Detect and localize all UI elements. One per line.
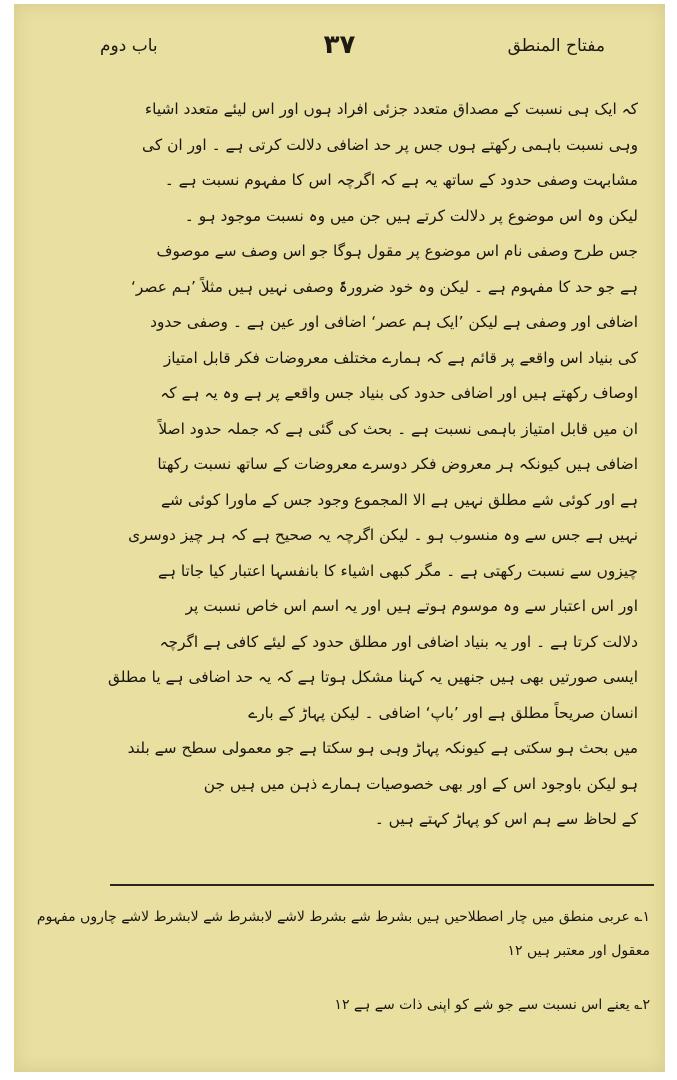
footnote-line: ۱؎ عربی منطق میں چار اصطلاحیں ہیں بشرط شے بشرط لاشے لابشرط شے لابشرط لاشے چاروں مفہوم [36, 909, 650, 925]
text-line: وہی نسبت باہمی رکھتے ہوں جس پر حد اضافی دلالت کرتی ہے ۔ اور ان کی [142, 135, 638, 154]
text-line: اور اس اعتبار سے وہ موسوم ہوتے ہیں اور یہ اسم اس خاص نسبت پر [185, 597, 638, 615]
text-line: مشابہت وصفی حدود کے ساتھ یہ ہے کہ اگرچہ اس کا مفہوم نسبت ہے ۔ [164, 171, 638, 189]
page-number: ۳۷ [323, 30, 356, 60]
text-line: ہو لیکن باوجود اس کے اور بھی خصوصیات ہمارے ذہن میں ہیں جن [203, 774, 638, 793]
footnotes [36, 900, 650, 1022]
footnote-line: ۲؎ یعنے اس نسبت سے جو شے کو اپنی ذات سے ہے ۱۲ [334, 997, 650, 1013]
text-line: جس طرح وصفی نام اس موضوع پر مقول ہوگا جو اس وصف سے موصوف [156, 242, 638, 260]
text-line: ایسی صورتیں بھی ہیں جنھیں یہ کہنا مشکل ہوتا ہے کہ یہ حد اضافی ہے یا مطلق [107, 668, 638, 686]
text-line: انسان صریحاً مطلق ہے اور ’باپ‘ اضافی ۔ لیکن پہاڑ کے بارے [248, 703, 638, 722]
running-title: مفتاح المنطق [507, 36, 605, 56]
text-line: چیزوں سے نسبت رکھتی ہے ۔ مگر کبھی اشیاء کا بانفسہا اعتبار کیا جاتا ہے [157, 561, 638, 580]
page-header [14, 30, 665, 70]
text-line: لیکن وہ اس موضوع پر دلالت کرتے ہیں جن میں وہ نسبت موجود ہو ۔ [184, 206, 638, 225]
text-line: ہے جو حد کا مفہوم ہے ۔ لیکن وہ خود ضرورۃً وصفی نہیں ہیں مثلاً ’ہم عصر‘ [130, 277, 638, 296]
text-line: کی بنیاد اس واقعے پر قائم ہے کہ ہمارے مختلف معروضات فکر قابل امتیاز [163, 348, 638, 367]
text-line: اوصاف رکھتے ہیں اور اضافی حدود کی بنیاد جس واقعے پر ہے وہ یہ ہے کہ [160, 384, 638, 402]
text-line: کے لحاظ سے ہم اس کو پہاڑ کہتے ہیں ۔ [374, 810, 638, 828]
text-line: نہیں ہے جس سے وہ منسوب ہو ۔ لیکن اگرچہ یہ صحیح ہے کہ ہر چیز دوسری [128, 526, 638, 544]
text-line: اضافی ہیں کیونکہ ہر معروض فکر دوسرے معروضات کے ساتھ نسبت رکھتا [157, 455, 638, 473]
chapter-title: باب دوم [100, 36, 158, 56]
body-text [78, 92, 638, 838]
footnote-divider [110, 884, 654, 886]
text-line: ان میں قابل امتیاز باہمی نسبت ہے ۔ بحث کی گئی ہے کہ جملہ حدود اصلاً [158, 419, 638, 438]
footnote-line: معقول اور معتبر ہیں ۱۲ [507, 943, 650, 959]
text-line: کہ ایک ہی نسبت کے مصداق متعدد جزئی افراد ہوں اور اس لیئے متعدد اشیاء [144, 100, 638, 118]
text-line: ہے اور کوئی شے مطلق نہیں ہے الا المجموع وجود جس کے ماورا کوئی شے [161, 490, 638, 509]
book-page [14, 4, 665, 1072]
text-line: میں بحث ہو سکتی ہے کیونکہ پہاڑ وہی ہو سکتا ہے جو معمولی سطح سے بلند [127, 739, 638, 757]
text-line: دلالت کرتا ہے ۔ اور یہ بنیاد اضافی اور مطلق حدود کے لیئے کافی ہے اگرچہ [159, 632, 638, 651]
text-line: اضافی اور وصفی ہے لیکن ’ایک ہم عصر‘ اضافی اور عین ہے ۔ وصفی حدود [150, 313, 638, 331]
